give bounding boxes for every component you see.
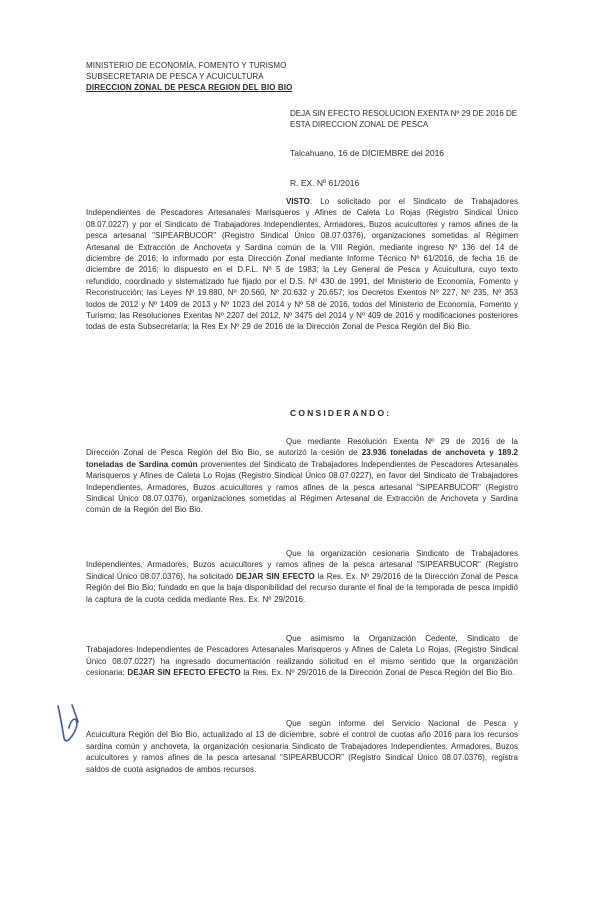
visto-label: VISTO — [286, 197, 310, 206]
document-date: Talcahuano, 16 de DICIEMBRE del 2016 — [290, 148, 445, 158]
zonal-office-name: DIRECCION ZONAL DE PESCA REGION DEL BIO BIO — [86, 83, 293, 92]
considerando-heading: CONSIDERANDO: — [290, 408, 392, 418]
highlight-dejar-sin-efecto: DEJAR SIN EFECTO — [236, 571, 315, 581]
considerando-paragraph-2: Que la organización cesionaria Sindicato de Trabajadores Independientes, Armadores, Buzos acuicultores y ramos afines de la pesca artesanal "SIPEARBUCOR" (Registro Sindical Único 08.07.0376), ha solicitado DEJAR SIN EFECTO la Res. Ex. Nº 29/2016 de la Dirección Zonal de Pesca Región del Bio Bio; fundado en que la baja disponibilidad del recurso durante el final de la temporada de pesca impidió la captura de la cuota cedida mediante Res. Ex. Nº 29/2016. — [86, 549, 518, 604]
ministry-name: MINISTERIO DE ECONOMÍA, FOMENTO Y TURISMO — [86, 61, 287, 70]
resolution-number: R. EX. Nº 61/2016 — [290, 178, 360, 188]
subsecretariat-name: SUBSECRETARIA DE PESCA Y ACUICULTURA — [86, 72, 264, 81]
resolution-subject: DEJA SIN EFECTO RESOLUCION EXENTA Nº 29 DE 2016 DE ESTA DIRECCION ZONAL DE PESCA — [290, 109, 518, 129]
considerando-paragraph-1: Que mediante Resolución Exenta Nº 29 de 2016 de la Dirección Zonal de Pesca Región del Bio Bio, se autorizó la cesión de 23.936 toneladas de anchoveta y 189.2 toneladas de Sardina común provenientes del Sindicato de Trabajadores Independientes de Pescadores Artesanales Marisqueros y Afines de Caleta Lo Rojas (Registro Sindical Único 08.07.0227), en favor del Sindicato de Trabajadores Independientes, Armadores, Buzos acuicultores y ramos afines de la pesca artesanal "SIPEARBUCOR" (Registro Sindical Único 08.07.0376), organizaciones sometidas al Régimen Artesanal de Extracción de Anchoveta y Sardina común de la Región del Bio Bio. — [86, 437, 519, 515]
highlight-tonnage: 23.936 toneladas de anchoveta y 189.2 toneladas de Sardina común — [86, 448, 518, 469]
highlight-dejar-sin-efecto-efecto: DEJAR SIN EFECTO EFECTO — [127, 668, 241, 678]
considerando-paragraph-3: Que asimismo la Organización Cedente, Sindicato de Trabajadores Independientes de Pescadores Artesanales Marisqueros y Afines de Caleta Lo Rojas, (Registro Sindical Único 08.07.0227) ha ingresado documentación realizando solicitud en el mismo sentido que la organización cesionaria; DEJAR SIN EFECTO EFECTO la Res. Ex. Nº 29/2016 de la Dirección Zonal de Pesca Región del Bio Bio. — [86, 634, 518, 678]
considerando-paragraph-4: Que según informe del Servicio Nacional de Pesca y Acuicultura Región del Bio Bio, actualizado al 13 de diciembre, sobre el control de cuotas año 2016 para los recursos sardina común y anchoveta, la organización cesionaria Sindicato de Trabajadores Independientes, Armadores, Buzos acuicultores y ramos afines de la pesca artesanal "SIPEARBUCOR" (Registro Sindical Único 08.07.0376), registra saldos de cuota asignados de ambos recursos. — [86, 719, 518, 774]
letterhead — [86, 60, 292, 93]
visto-paragraph — [86, 196, 518, 333]
visto-text: : Lo solicitado por el Sindicato de Trabajadores Independientes de Pescadores Artesanales Marisqueros y Afines de Caleta Lo Rojas (Registro Sindical Único 08.07.0227) y por el Sindicato de Trabajadores Independientes, Armadores, Buzos acuicultores y ramos afines de la pesca artesanal "SIPEARBUCOR" (Registro Sindical Único 08.07.0376), organizaciones sometidas al Régimen Artesanal de Extracción de Anchoveta y Sardina común de la VIII Región, mediante ingreso Nº 136 del 14 de diciembre de 2016; lo informado por esta Dirección Zonal mediante Informe Técnico Nº 61/2016, de fecha 16 de diciembre de 2016; lo dispuesto en el D.F.L. Nº 5 de 1983; la Ley General de Pesca y Acuicultura, cuyo texto refundido, coordinado y sistematizado fue fijado por el D.S. Nº 430 de 1991, del Ministerio de Economía, Fomento y Reconstrucción; las Leyes Nº 19.880, Nº 20.560, Nº 20.632 y 20.657; los Decretos Exentos Nº 227, Nº 235, Nº 353 todos de 2012 y Nº 1409 de 2013 y Nº 1023 del 2014 y Nº 58 de 2016, todos del Ministerio de Economía, Fomento y Turismo; las Resoluciones Exentas Nº 2207 del 2012, Nº 3475 del 2014 y Nº 409 de 2016 y modificaciones posteriores todas de esta Subsecretaría; la Res Ex Nº 29 de 2016 de la Dirección Zonal de Pesca Región del Bio Bio. — [86, 197, 518, 332]
handwritten-initial-signature — [52, 700, 92, 745]
